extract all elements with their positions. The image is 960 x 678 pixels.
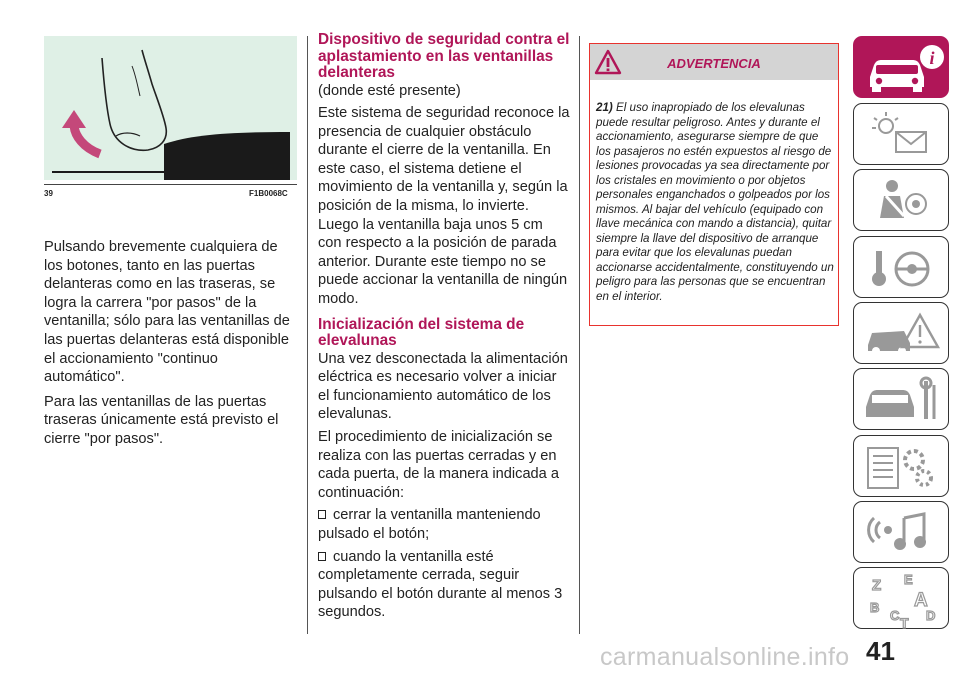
left-column (44, 238, 298, 455)
specs-gears-icon (854, 436, 950, 498)
tab-technical-data[interactable] (853, 435, 949, 497)
bullet-item-1 (318, 506, 570, 543)
svg-text:B: B (870, 600, 880, 615)
section-title-initialization: Inicialización del sistema de elevalunas (318, 315, 525, 350)
warning-text (596, 101, 836, 304)
section-subtitle: (donde esté presente) (318, 82, 461, 99)
left-paragraph-1: Pulsando brevemente cualquiera de los botones, tanto en las puertas delanteras como en las traseras, se logra la carrera "por pasos" de la ventanilla; sólo para las ventanillas de las puertas delanteras está disponible el accionamiento "continuo automático". (44, 239, 290, 386)
svg-text:D: D (926, 608, 936, 623)
figure-code: F1B0068C (249, 189, 288, 198)
svg-text:A: A (914, 590, 928, 611)
tab-multimedia[interactable] (853, 501, 949, 563)
alphabet-index-icon (854, 568, 950, 630)
warning-title: ADVERTENCIA (667, 56, 761, 71)
initialization-paragraph-1: Una vez desconectada la alimentación eléctrica es necesario volver a iniciar el funcionamiento automático de los elevalunas. (318, 350, 568, 423)
bullet-item-2 (318, 548, 570, 622)
car-tools-icon (854, 369, 950, 431)
key-steering-wheel-icon (854, 237, 950, 299)
tab-starting-driving[interactable] (853, 236, 949, 298)
page-number: 41 (866, 636, 895, 666)
column-divider-2 (579, 36, 580, 634)
figure-number: 39 (44, 189, 53, 198)
lights-message-icon (854, 104, 950, 166)
window-switch-figure (44, 36, 297, 180)
tab-safety[interactable] (853, 169, 949, 231)
figure-caption-rule (44, 184, 297, 185)
warning-number: 21) (596, 101, 613, 114)
tab-car-info[interactable] (853, 36, 949, 98)
svg-text:C: C (890, 608, 900, 623)
anti-pinch-body: Este sistema de seguridad reconoce la presencia de cualquier obstáculo durante el cierre de la ventanilla. En este caso, el sistema detiene el movimiento de la ventanilla y, según la posición de la misma, lo invierte. Luego la ventanilla baja unos 5 cm con respecto a la posición de parada anterior. Durante este tiempo no se puede accionar la ventanilla de ningún modo. (318, 105, 570, 308)
left-paragraph-2: Para las ventanillas de las puertas traseras únicamente está previsto el cierre "por pasos". (44, 393, 279, 447)
section-title-anti-pinch: Dispositivo de seguridad contra el aplastamiento en las ventanillas delanteras (318, 31, 570, 81)
checkbox-bullet-icon (318, 552, 326, 561)
car-info-icon (854, 37, 950, 99)
warning-body: El uso inapropiado de los elevalunas puede resultar peligroso. Antes y durante el accionamiento, asegurarse siempre de que los pasajeros no estén expuestos al riesgo de lesiones provocadas ya sea directamente por los cristales en movimiento o por objetos personales enganchados o golpeados por los mismos. Al bajar del vehículo (equipado con llave mecánica con mando a distancia), quitar siempre la llave del dispositivo de arranque para evitar que los elevalunas puedan accionarse accidentalmente, constituyendo un peligro para las personas que se encuentran en el interior. (596, 101, 834, 303)
tab-maintenance[interactable] (853, 368, 949, 430)
car-warning-icon (854, 303, 950, 365)
bullet-text-2: cuando la ventanilla esté completamente cerrada, seguir pulsando el botón durante al menos 3 segundos. (318, 548, 563, 621)
multimedia-icon (854, 502, 950, 564)
svg-text:i: i (929, 48, 935, 68)
svg-text:T: T (900, 615, 909, 630)
seatbelt-airbag-icon (854, 170, 950, 232)
finger-pressing-switch-illustration (44, 36, 297, 180)
svg-text:Z: Z (872, 577, 882, 594)
svg-text:E: E (904, 572, 913, 587)
watermark: carmanualsonline.info (600, 643, 850, 671)
middle-column (318, 32, 570, 626)
column-divider-1 (307, 36, 308, 634)
bullet-text-1: cerrar la ventanilla manteniendo pulsado el botón; (318, 507, 541, 542)
tab-emergency[interactable] (853, 302, 949, 364)
tab-lights-messages[interactable] (853, 103, 949, 165)
initialization-paragraph-2: El procedimiento de inicialización se realiza con las puertas cerradas y en cada puerta, de la manera indicada a continuación: (318, 429, 559, 501)
tab-index[interactable] (853, 567, 949, 629)
checkbox-bullet-icon (318, 510, 326, 519)
